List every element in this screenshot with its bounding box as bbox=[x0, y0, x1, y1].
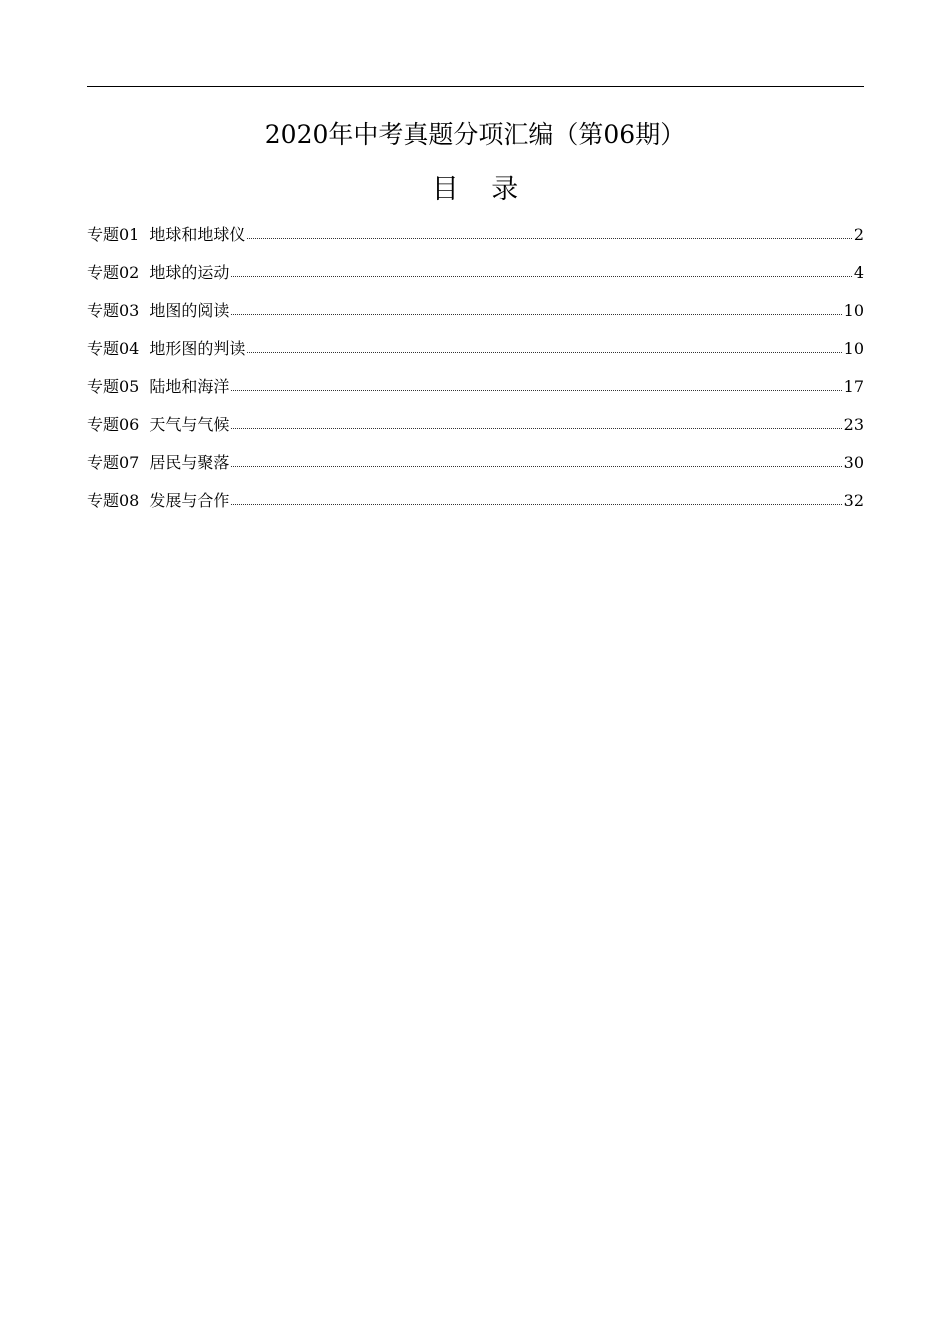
table-of-contents bbox=[87, 222, 864, 526]
header-rule bbox=[87, 86, 864, 87]
toc-entry-title: 陆地和海洋 bbox=[149, 377, 230, 396]
toc-entry-label: 专题05 bbox=[87, 377, 140, 396]
toc-entry-title: 地球和地球仪 bbox=[149, 225, 246, 244]
toc-entry-page: 4 bbox=[853, 263, 864, 282]
document-title: 2020年中考真题分项汇编（第06期） bbox=[264, 120, 686, 149]
toc-dot-leader bbox=[247, 351, 841, 353]
toc-entry-label: 专题07 bbox=[87, 453, 140, 472]
toc-dot-leader bbox=[231, 313, 841, 315]
toc-entry-page: 2 bbox=[853, 225, 864, 244]
toc-entry-page: 23 bbox=[843, 415, 864, 434]
toc-entry-page: 10 bbox=[843, 301, 864, 320]
toc-entry-08[interactable] bbox=[87, 488, 864, 526]
toc-dot-leader bbox=[247, 237, 851, 239]
toc-entry-title: 居民与聚落 bbox=[149, 453, 230, 472]
toc-entry-label: 专题04 bbox=[87, 339, 140, 358]
toc-entry-03[interactable] bbox=[87, 298, 864, 336]
toc-entry-title: 天气与气候 bbox=[149, 415, 230, 434]
toc-entry-page: 10 bbox=[843, 339, 864, 358]
toc-entry-title: 地球的运动 bbox=[149, 263, 230, 282]
toc-dot-leader bbox=[231, 503, 841, 505]
toc-entry-title: 地形图的判读 bbox=[149, 339, 246, 358]
toc-heading: 目 录 bbox=[431, 174, 531, 205]
toc-entry-page: 32 bbox=[843, 491, 864, 510]
toc-entry-title: 发展与合作 bbox=[149, 491, 230, 510]
toc-entry-04[interactable] bbox=[87, 336, 864, 374]
toc-entry-02[interactable] bbox=[87, 260, 864, 298]
toc-dot-leader bbox=[231, 465, 841, 467]
toc-dot-leader bbox=[231, 275, 851, 277]
toc-entry-07[interactable] bbox=[87, 450, 864, 488]
toc-entry-label: 专题02 bbox=[87, 263, 140, 282]
toc-dot-leader bbox=[231, 427, 841, 429]
toc-entry-01[interactable] bbox=[87, 222, 864, 260]
toc-entry-page: 17 bbox=[843, 377, 864, 396]
toc-entry-label: 专题01 bbox=[87, 225, 140, 244]
toc-entry-label: 专题06 bbox=[87, 415, 140, 434]
toc-dot-leader bbox=[231, 389, 841, 391]
toc-entry-06[interactable] bbox=[87, 412, 864, 450]
toc-entry-05[interactable] bbox=[87, 374, 864, 412]
toc-entry-title: 地图的阅读 bbox=[149, 301, 230, 320]
toc-entry-page: 30 bbox=[843, 453, 864, 472]
toc-entry-label: 专题03 bbox=[87, 301, 140, 320]
toc-entry-label: 专题08 bbox=[87, 491, 140, 510]
